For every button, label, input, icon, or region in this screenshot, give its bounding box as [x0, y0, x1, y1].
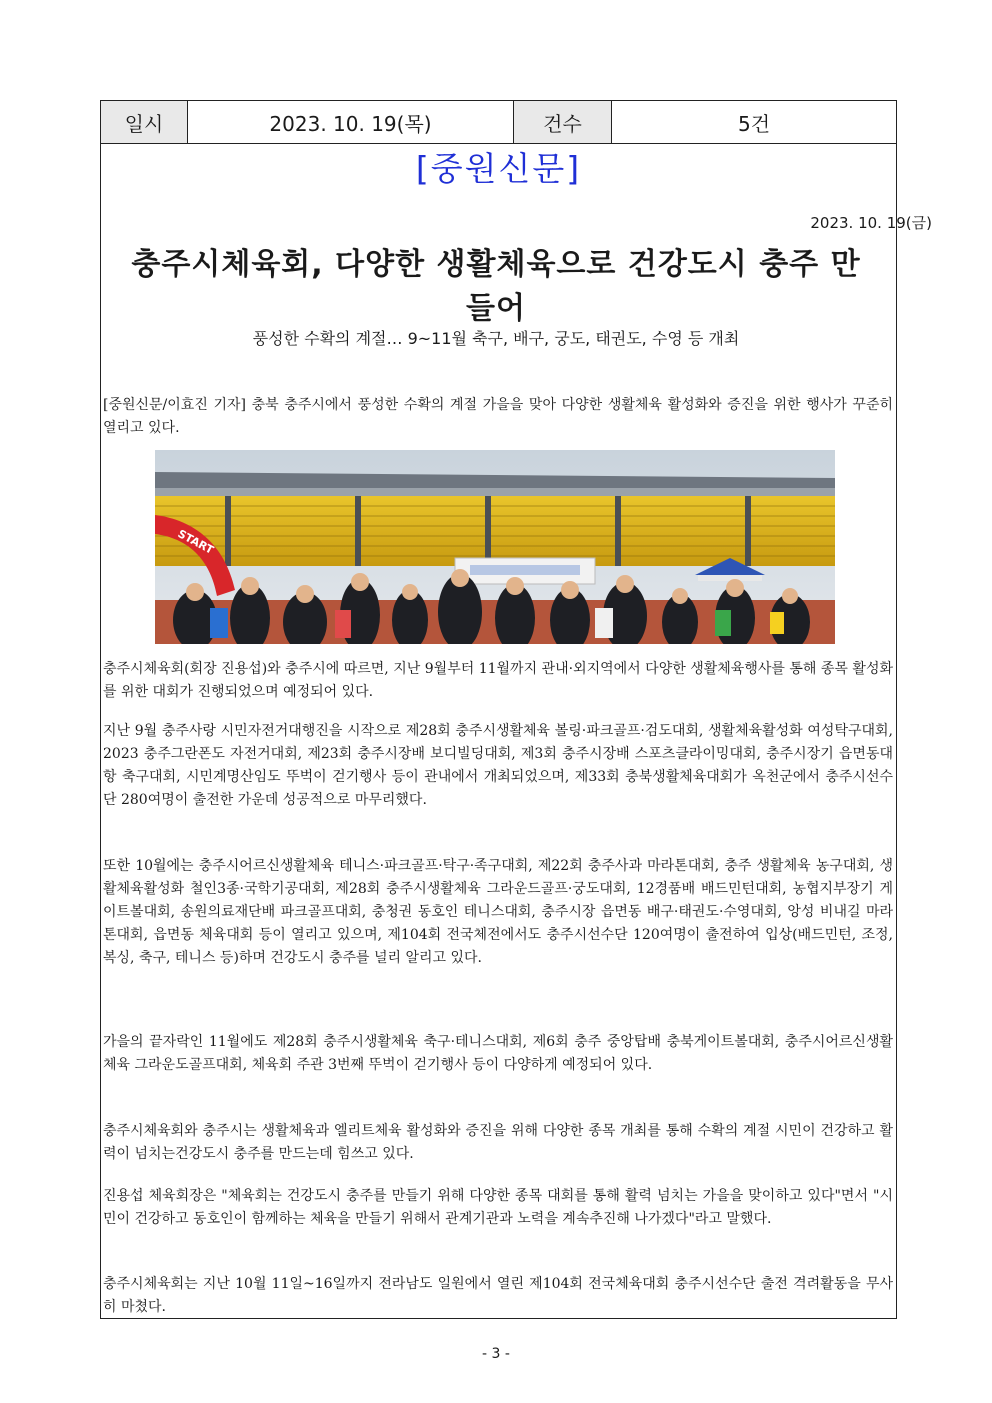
paragraph-8: 충주시체육회는 지난 10월 11일~16일까지 전라남도 일원에서 열린 제104회 전국체육대회 충주시선수단 출전 격려활동을 무사히 마쳤다. — [103, 1276, 893, 1315]
header-table — [101, 101, 896, 144]
paragraph-4: 또한 10월에는 충주시어르신생활체육 테니스·파크골프·탁구·족구대회, 제22회 충주사과 마라톤대회, 충주 생활체육 농구대회, 생활체육활성화 철인3종·국학기공대회, 제28회 충주시생활체육 그라운드골프·궁도대회, 12경품배 배드민턴대회, 농협지부장기 게이트볼대회, 송원의료재단배 파크골프대회, 충청권 동호인 테니스대회, 충주시장 읍면동 배구·태권도·수영대회, 앙성 비내길 마라톤대회, 읍면동 체육대회 등이 열리고 있으며, 제104회 전국체전에서도 충주시선수단 120여명이 출전하여 입상(배드민턴, 조정, 복싱, 축구, 테니스 등)하며 건강도시 충주를 널리 알리고 있다. — [103, 858, 893, 966]
date-value: 2023. 10. 19(목) — [188, 101, 514, 143]
paragraph-3: 지난 9월 충주사랑 시민자전거대행진을 시작으로 제28회 충주시생활체육 볼링·파크골프·검도대회, 생활체육활성화 여성탁구대회, 2023 충주그란폰도 자전거대회, 제23회 충주시장배 보디빌딩대회, 제3회 충주시장배 스포츠클라이밍대회, 충주시장기 읍면동대항 축구대회, 시민계명산임도 뚜벅이 걷기행사 등이 관내에서 개최되었으며, 제33회 충북생활체육대회가 옥천군에서 충주시선수단 280여명이 출전한 가운데 성공적으로 마무리했다. — [103, 723, 893, 808]
paragraph-5: 가을의 끝자락인 11월에도 제28회 충주시생활체육 축구·테니스대회, 제6회 충주 중앙탑배 충북게이트볼대회, 충주시어르신생활체육 그라운도골프대회, 체육회 주관 3번째 뚜벅이 걷기행사 등이 다양하게 예정되어 있다. — [103, 1034, 893, 1073]
article-headline — [0, 243, 992, 331]
article-photo — [155, 450, 835, 644]
headline-text: 충주시체육회, 다양한 생활체육으로 건강도시 충주 만들어 — [131, 247, 861, 326]
count-label: 건수 — [514, 101, 612, 143]
date-label: 일시 — [101, 101, 188, 143]
paragraph-2: 충주시체육회(회장 진용섭)와 충주시에 따르면, 지난 9월부터 11월까지 관내·외지역에서 다양한 생활체육행사를 통해 종목 활성화를 위한 대회가 진행되었으며 예정되어 있다. — [103, 661, 893, 700]
count-value: 5건 — [737, 111, 771, 136]
start-banner-text: START — [175, 527, 216, 557]
newspaper-masthead: [중원신문] — [415, 149, 582, 188]
article-subtitle: 풍성한 수확의 계절… 9~11월 축구, 배구, 궁도, 태권도, 수영 등 개최 — [252, 329, 740, 348]
publication-date: 2023. 10. 19(금) — [810, 214, 932, 232]
page-number: - 3 - — [482, 1346, 510, 1362]
paragraph-7: 진용섭 체육회장은 "체육회는 건강도시 충주를 만들기 위해 다양한 종목 대회를 통해 활력 넘치는 가을을 맞이하고 있다"면서 "시민이 건강하고 동호인이 함께하는 체육을 만들기 위해서 관계기관과 노력을 계속추진해 나가겠다"라고 말했다. — [103, 1188, 893, 1227]
stadium-photo-illustration — [155, 450, 835, 644]
paragraph-6: 충주시체육회와 충주시는 생활체육과 엘리트체육 활성화와 증진을 위해 다양한 종목 개최를 통해 수확의 계절 시민이 건강하고 활력이 넘치는건강도시 충주를 만드는데 힘쓰고 있다. — [103, 1123, 893, 1162]
paragraph-lead: [중원신문/이효진 기자] 충북 충주시에서 풍성한 수확의 계절 가을을 맞아 다양한 생활체육 활성화와 증진을 위한 행사가 꾸준히 열리고 있다. — [103, 397, 893, 436]
